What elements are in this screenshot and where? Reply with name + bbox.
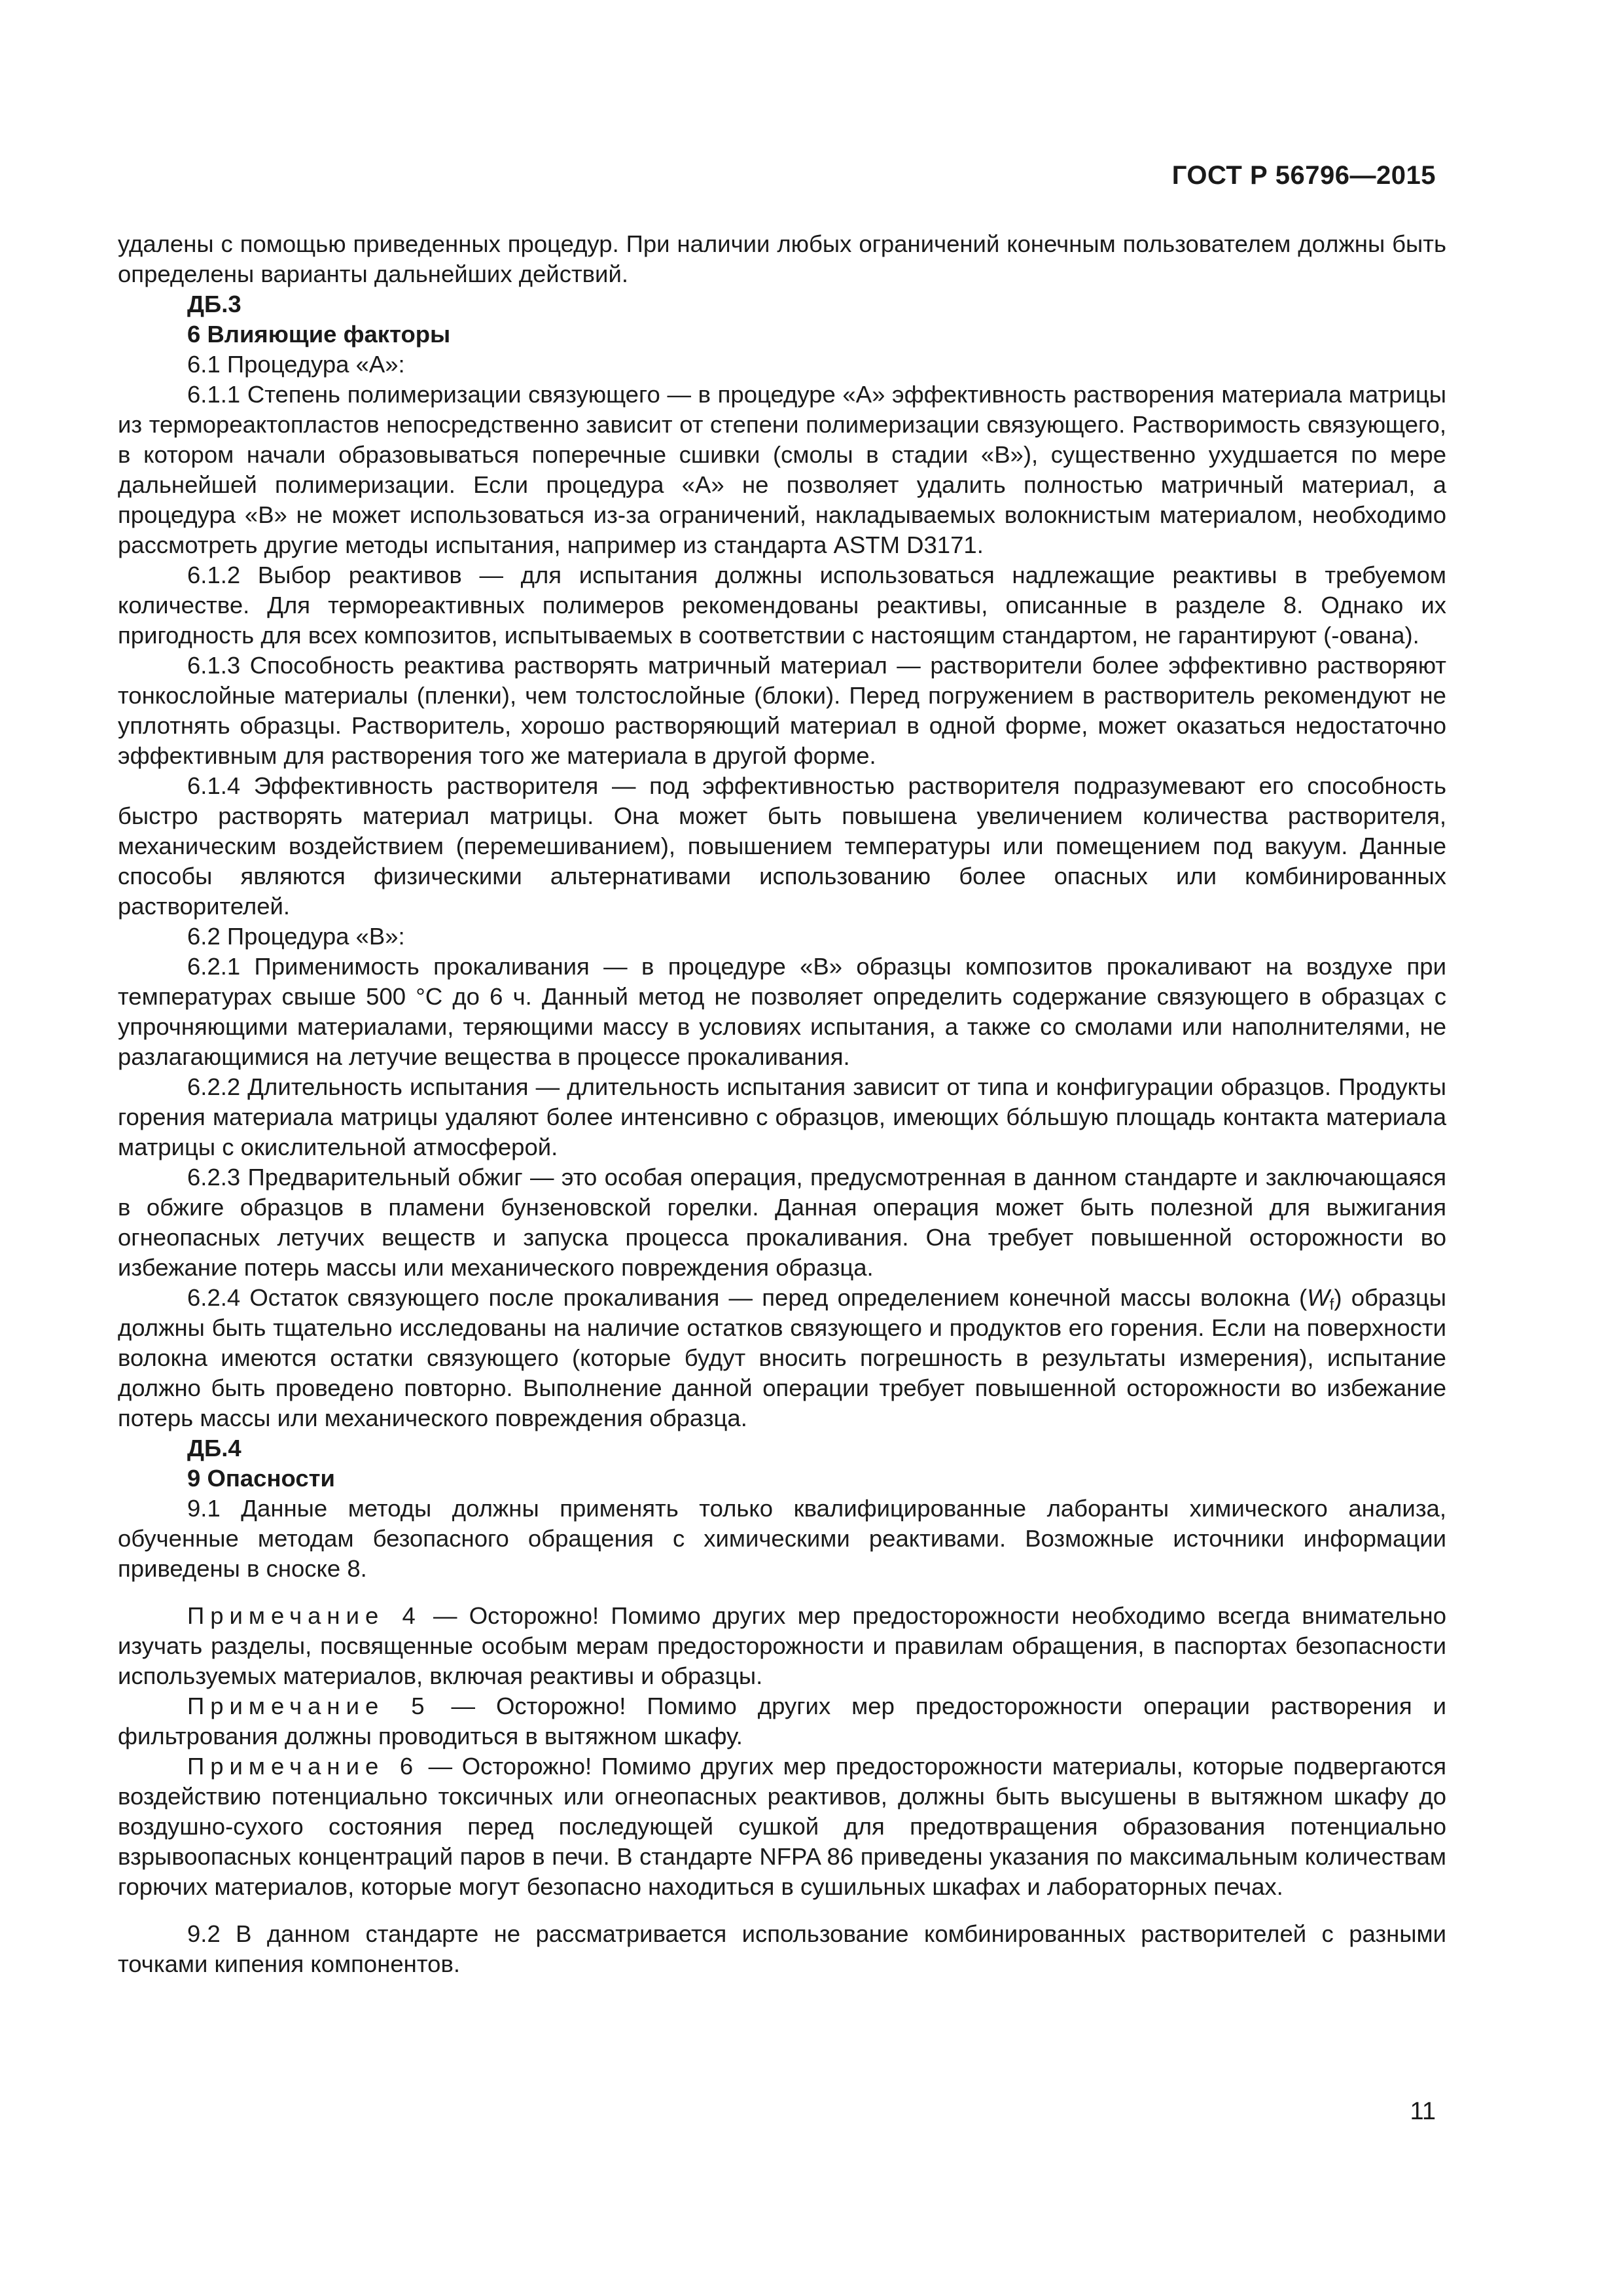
note-4-text: — Осторожно! Помимо других мер предосторожности необходимо всегда внимательно изучать разделы, посвященные особым мерам предосторожности и правилам обращения, в паспортах безопасности используемых материалов, включая реактивы и образцы. [118, 1602, 1446, 1689]
note-6-label: Примечание 6 [187, 1753, 419, 1780]
appendix-section-db3: ДБ.3 [187, 291, 241, 317]
clause-6-2-4-text-end: ) образцы должны быть тщательно исследованы на наличие остатков связующего и продуктов его горения. Если на поверхности волокна имеются остатки связующего (которые будут вносить погрешность в результаты измерения), испытание должно быть проведено повторно. Выполнение данной операции требует повышенной осторожности во избежание потерь массы или механического повреждения образца. [118, 1284, 1446, 1431]
note-5 [118, 1691, 1446, 1751]
document-designation: ГОСТ Р 56796—2015 [1171, 161, 1436, 190]
note-5-label: Примечание 5 [187, 1693, 431, 1719]
page-number: 11 [1410, 2098, 1436, 2125]
page-body [118, 229, 1446, 1979]
clause-9-2: 9.2 В данном стандарте не рассматривается использование комбинированных растворителей с разными точками кипения компонентов. [118, 1920, 1446, 1977]
fiber-mass-subscript: f [1329, 1296, 1334, 1314]
clause-6-1-4: 6.1.4 Эффективность растворителя — под эффективностью растворителя подразумевают его способность быстро растворять материал матрицы. Она может быть повышена увеличением количества растворителя, механическим воздействием (перемешиванием), повышением температуры или помещением под вакуум. Данные способы являются физическими альтернативами использованию более опасных или комбинированных растворителей. [118, 772, 1446, 920]
clause-6-1-2: 6.1.2 Выбор реактивов — для испытания должны использоваться надлежащие реактивы в требуемом количестве. Для термореактивных полимеров рекомендованы реактивы, описанные в разделе 8. Однако их пригодность для всех композитов, испытываемых в соответствии с настоящим стандартом, не гарантируют (-ована). [118, 562, 1446, 649]
clause-6-1-3: 6.1.3 Способность реактива растворять матричный материал — растворители более эффективно растворяют тонкослойные материалы (пленки), чем толстослойные (блоки). Перед погружением в растворитель рекомендуют не уплотнять образцы. Растворитель, хорошо растворяющий материал в одной форме, может оказаться недостаточно эффективным для растворения того же материала в другой форме. [118, 652, 1446, 769]
note-6 [118, 1751, 1446, 1902]
note-4-label: Примечание 4 [187, 1602, 421, 1629]
note-4 [118, 1601, 1446, 1691]
note-5-text: — Осторожно! Помимо других мер предосторожности операции растворения и фильтрования должны проводиться в вытяжном шкафу. [118, 1693, 1446, 1749]
section-heading-6: 6 Влияющие факторы [187, 321, 451, 348]
clause-6-2-2: 6.2.2 Длительность испытания — длительность испытания зависит от типа и конфигурации образцов. Продукты горения материала матрицы удаляют более интенсивно с образцов, имеющих бóльшую площадь контакта материала матрицы с окислительной атмосферой. [118, 1073, 1446, 1160]
clause-6-1: 6.1 Процедура «А»: [187, 351, 405, 378]
section-heading-9: 9 Опасности [187, 1465, 335, 1492]
clause-6-1-1: 6.1.1 Степень полимеризации связующего — в процедуре «А» эффективность растворения материала матрицы из термореактопластов непосредственно зависит от степени полимеризации связующего. Растворимость связующего, в котором начали образовываться поперечные сшивки (смолы в стадии «В»), существенно ухудшается по мере дальнейшей полимеризации. Если процедура «А» не позволяет удалить полностью матричный материал, а процедура «В» не может использоваться из-за ограничений, накладываемых волокнистым материалом, необходимо рассмотреть другие методы испытания, например из стандарта ASTM D3171. [118, 381, 1446, 558]
clause-6-2-3: 6.2.3 Предварительный обжиг — это особая операция, предусмотренная в данном стандарте и заключающаяся в обжиге образцов в пламени бунзеновской горелки. Данная операция может быть полезной для выжигания огнеопасных летучих веществ и запуска процесса прокаливания. Она требует повышенной осторожности во избежание потерь массы или механического повреждения образца. [118, 1164, 1446, 1281]
paragraph-continuation: удалены с помощью приведенных процедур. При наличии любых ограничений конечным пользователем должны быть определены варианты дальнейших действий. [118, 230, 1446, 287]
clause-6-2-4-text-start: 6.2.4 Остаток связующего после прокаливания — перед определением конечной массы волокна ( [187, 1284, 1308, 1311]
note-6-text: — Осторожно! Помимо других мер предосторожности материалы, которые подвергаются воздействию потенциально токсичных или огнеопасных реактивов, должны быть высушены в вытяжном шкафу до воздушно-сухого состояния перед последующей сушкой для предотвращения образования потенциально взрывоопасных концентраций паров в печи. В стандарте NFPA 86 приведены указания по максимальным количествам горючих материалов, которые могут безопасно находиться в сушильных шкафах и лабораторных печах. [118, 1753, 1446, 1900]
clause-6-2-1: 6.2.1 Применимость прокаливания — в процедуре «В» образцы композитов прокаливают на воздухе при температурах свыше 500 °С до 6 ч. Данный метод не позволяет определить содержание связующего в образцах с упрочняющими материалами, теряющими массу в условиях испытания, а также со смолами или наполнителями, не разлагающимися на летучие вещества в процессе прокаливания. [118, 953, 1446, 1070]
clause-9-1: 9.1 Данные методы должны применять только квалифицированные лаборанты химического анализа, обученные методам безопасного обращения с химическими реактивами. Возможные источники информации приведены в сноске 8. [118, 1495, 1446, 1582]
fiber-mass-symbol: W [1307, 1284, 1330, 1311]
appendix-section-db4: ДБ.4 [187, 1435, 241, 1462]
clause-6-2: 6.2 Процедура «В»: [187, 923, 405, 950]
clause-6-2-4 [118, 1283, 1446, 1433]
